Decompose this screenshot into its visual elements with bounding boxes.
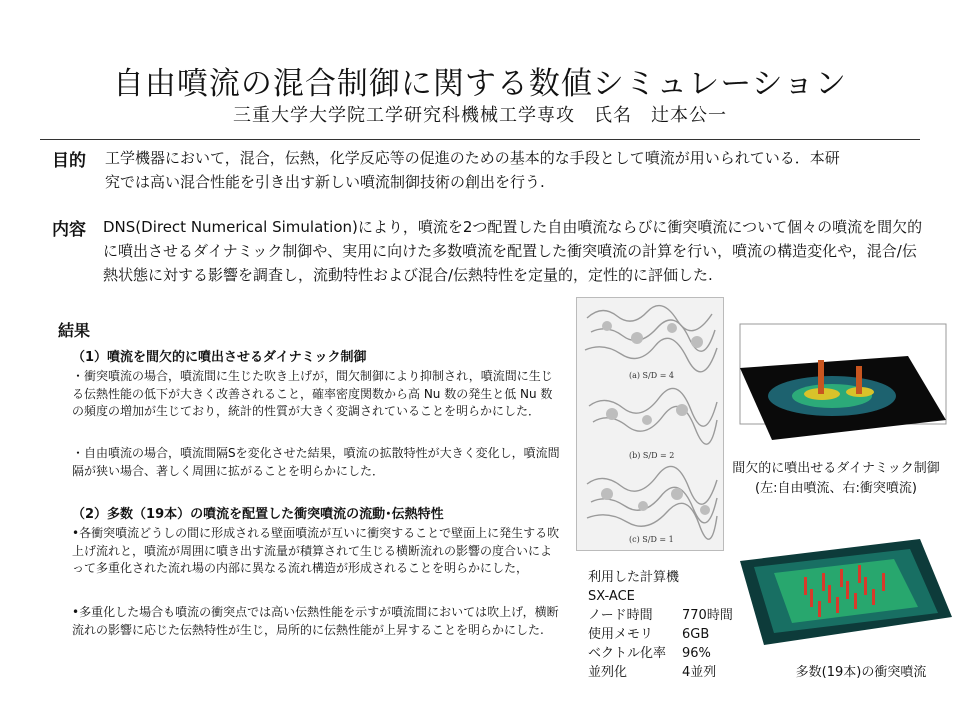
results-bullet-1: ・衝突噴流の場合，噴流間に生じた吹き上げが，間欠制御により抑制され，噴流間に生じる伝熱性能の低下が大きく改善されること，確率密度関数から高 Nu 数の発生と低 Nu 数の頻度の増加が生じており，統計的性質が大きく変調されていることを明らかにした． <box>72 369 553 418</box>
title-divider <box>40 139 920 140</box>
purpose-heading: 目的 <box>52 151 86 171</box>
multi-jet-svg <box>734 533 956 653</box>
results-bullet-2: ・自由噴流の場合，噴流間隔Sを変化させた結果，噴流の拡散特性が大きく変化し，噴流間隔が狭い場合、著しく周囲に拡がることを明らかにした． <box>72 446 560 478</box>
results-bullet-4: •多重化した場合も噴流の衝突点では高い伝熱性能を示すが噴流間においては吹上げ，横断流れの影響に応じた伝熱特性が生じ，局所的に伝熱性能が上昇することを明らかにした. <box>72 605 559 637</box>
spec-label: 使用メモリ <box>588 627 654 642</box>
panel-label-c: (c) S/D = 1 <box>629 535 674 544</box>
spec-label: 並列化 <box>588 665 628 680</box>
results-subheading-2: （2）多数（19本）の噴流を配置した衝突噴流の流動･伝熱特性 <box>72 507 444 522</box>
impinging-jet-visualization <box>732 322 954 444</box>
content-text: DNS(Direct Numerical Simulation)により，噴流を2つ配置した自由噴流ならびに衝突噴流について個々の噴流を間欠的に噴出させるダイナミック制御や、実用に向けた多数噴流を配置した衝突噴流の計算を行い，噴流の構造変化や，混合/伝熱状態に対する影響を調査し，流動特性および混合/伝熱特性を定量的，定性的に評価した. <box>103 218 923 284</box>
spec-value: 6GB <box>682 627 710 642</box>
figure-caption-2: 多数(19本)の衝突噴流 <box>795 665 927 680</box>
figure-caption-1-line2: (左:自由噴流、右:衝突噴流) <box>755 481 917 496</box>
spec-value: 4並列 <box>682 665 717 680</box>
free-jet-visualization <box>576 297 724 551</box>
figure-caption-1-line1: 間欠的に噴出せるダイナミック制御 <box>732 461 940 476</box>
impinging-jet-svg <box>732 322 954 444</box>
spec-row <box>588 663 733 682</box>
spec-label: ノード時間 <box>588 608 653 623</box>
page-title: 自由噴流の混合制御に関する数値シミュレーション <box>112 66 848 102</box>
spec-row <box>588 644 733 663</box>
results-subheading-1: （1）噴流を間欠的に噴出させるダイナミック制御 <box>72 350 367 365</box>
multi-jet-visualization <box>734 533 956 653</box>
panel-label-b: (b) S/D = 2 <box>629 451 675 460</box>
computer-spec-block <box>588 568 733 682</box>
spec-row <box>588 625 733 644</box>
spec-label: ベクトル化率 <box>588 646 667 661</box>
content-heading: 内容 <box>52 220 86 240</box>
panel-label-a: (a) S/D = 4 <box>629 371 675 380</box>
results-heading: 結果 <box>58 321 91 340</box>
figure-caption-1 <box>716 459 956 499</box>
free-jet-svg <box>577 298 723 550</box>
spec-machine: SX-ACE <box>588 589 635 604</box>
purpose-text: 工学機器において，混合，伝熱，化学反応等の促進のための基本的な手段として噴流が用いられている．本研究では高い混合性能を引き出す新しい噴流制御技術の創出を行う. <box>105 149 840 191</box>
spec-value: 96% <box>682 646 711 661</box>
spec-row <box>588 606 733 625</box>
spec-title: 利用した計算機 <box>588 570 680 585</box>
results-bullet-3: •各衝突噴流どうしの間に形成される壁面噴流が互いに衝突することで壁面上に発生する吹上げ流れと，噴流が周囲に噴き出す流量が積算されて生じる横断流れの影響の度合いによって多重化された流れ場の内部に異なる流れ構造が形成されることを明らかにした， <box>72 526 560 575</box>
spec-value: 770時間 <box>682 608 733 623</box>
affiliation-author: 三重大学大学院工学研究科機械工学専攻 氏名 辻本公一 <box>233 105 727 126</box>
